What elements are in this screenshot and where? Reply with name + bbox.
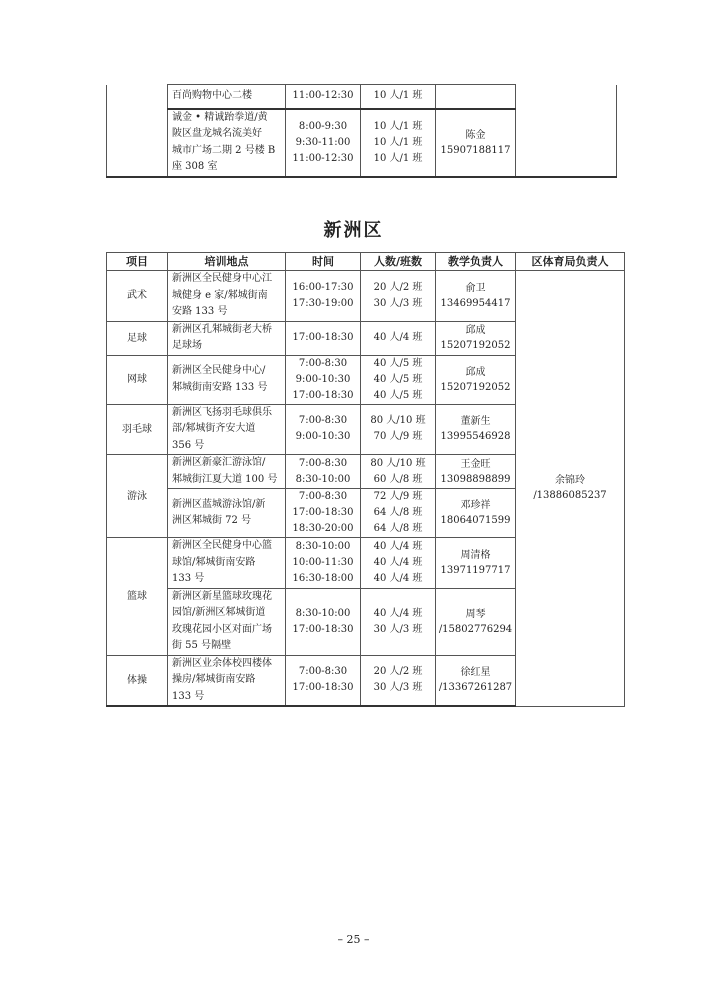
capacity-line: 10 人/1 班 xyxy=(373,90,423,102)
section-title: 新洲区 xyxy=(323,220,384,241)
project-cell: 体操 xyxy=(107,655,168,706)
capacity-line: 80 人/10 班 xyxy=(370,415,426,427)
teacher-cell xyxy=(436,404,516,455)
teacher-name: 俞卫 xyxy=(465,282,486,294)
time-cell xyxy=(286,355,361,404)
time-line: 18:30-20:00 xyxy=(292,523,354,534)
capacity-line: 40 人/4 班 xyxy=(373,540,423,552)
location-cell xyxy=(168,655,286,706)
teacher-cell xyxy=(436,85,516,109)
teacher-phone: 13995546928 xyxy=(440,431,511,443)
location-line: 城市广场二期 2 号楼 B xyxy=(172,144,276,156)
location-line: 部/邾城街齐安大道 xyxy=(172,423,256,434)
teacher-cell xyxy=(436,321,516,355)
time-line: 17:00-18:30 xyxy=(292,623,354,635)
location-line: 新洲区新豪汇游泳馆/ xyxy=(172,457,266,468)
teacher-cell xyxy=(436,489,516,538)
capacity-line: 30 人/3 班 xyxy=(373,682,423,694)
location-line: 球馆/邾城街南安路 xyxy=(172,556,256,568)
location-line: 新洲区蓝城游泳馆/新 xyxy=(172,498,266,510)
capacity-line: 20 人/2 班 xyxy=(373,281,423,293)
capacity-cell xyxy=(361,455,436,489)
location-line: 园馆/新洲区邾城街道 xyxy=(172,607,266,618)
location-line: 操房/邾城街南安路 xyxy=(172,674,256,685)
location-line: 诚金 • 精诚跆拳道/黄 xyxy=(172,111,268,123)
capacity-line: 72 人/9 班 xyxy=(373,491,423,502)
location-line: 座 308 室 xyxy=(172,161,218,172)
time-cell xyxy=(286,538,361,589)
xinzhou-schedule-table xyxy=(106,252,625,707)
capacity-line: 40 人/5 班 xyxy=(373,357,423,369)
teacher-phone: 15207192052 xyxy=(440,381,511,393)
location-cell xyxy=(168,321,286,355)
header-row xyxy=(107,253,625,271)
location-line: 百尚购物中心二楼 xyxy=(172,90,252,101)
teacher-name: 邱成 xyxy=(465,325,486,336)
teacher-name: 周琴 xyxy=(465,608,486,620)
teacher-cell xyxy=(436,455,516,489)
teacher-name: 周清格 xyxy=(460,549,491,561)
teacher-phone: /15802776294 xyxy=(438,623,513,635)
teacher-name: 徐红星 xyxy=(460,667,491,679)
teacher-cell xyxy=(436,109,516,177)
page-number: – 25 – xyxy=(337,933,370,946)
time-line: 7:00-8:30 xyxy=(298,666,348,678)
bureau-contact-phone: /13886085237 xyxy=(533,490,607,502)
teacher-cell xyxy=(436,355,516,404)
capacity-cell xyxy=(361,321,436,355)
capacity-cell xyxy=(361,489,436,538)
continued-schedule-table xyxy=(106,84,617,178)
capacity-cell xyxy=(361,404,436,455)
time-line: 11:00-12:30 xyxy=(292,152,354,164)
location-line: 新洲区新星篮球玫瑰花 xyxy=(172,590,272,602)
location-line: 新洲区孔邾城街老大桥 xyxy=(172,323,272,335)
capacity-cell xyxy=(361,109,436,177)
location-line: 新洲区飞扬羽毛球俱乐 xyxy=(172,406,272,418)
time-line: 8:00-9:30 xyxy=(298,120,348,132)
capacity-cell xyxy=(361,355,436,404)
header-location: 培训地点 xyxy=(168,253,286,271)
time-line: 8:30-10:00 xyxy=(295,540,351,552)
capacity-cell xyxy=(361,85,436,109)
project-cell: 武术 xyxy=(107,271,168,322)
project-cell xyxy=(107,85,168,177)
teacher-cell xyxy=(436,538,516,589)
capacity-line: 40 人/4 班 xyxy=(373,572,423,584)
location-line: 新洲区全民健身中心江 xyxy=(172,273,272,284)
capacity-line: 40 人/4 班 xyxy=(373,607,423,619)
location-line: 陂区盘龙城名流美好 xyxy=(172,128,262,139)
time-line: 7:00-8:30 xyxy=(298,415,348,427)
location-line: 玫瑰花园小区对面广场 xyxy=(172,623,272,635)
location-line: 新洲区全民健身中心/ xyxy=(172,365,266,376)
bureau-contact-name: 余锦玲 xyxy=(555,475,585,487)
time-cell xyxy=(286,455,361,489)
bureau-cell xyxy=(516,271,625,707)
header-time: 时间 xyxy=(286,253,361,271)
header-teacher: 教学负责人 xyxy=(436,253,516,271)
teacher-cell xyxy=(436,271,516,322)
time-line: 8:30-10:00 xyxy=(295,607,351,619)
project-cell: 足球 xyxy=(107,321,168,355)
time-line: 7:00-8:30 xyxy=(298,491,348,502)
teacher-name: 邱成 xyxy=(465,366,486,378)
time-line: 7:00-8:30 xyxy=(298,457,348,469)
capacity-line: 60 人/8 班 xyxy=(373,473,423,485)
project-cell: 篮球 xyxy=(107,538,168,656)
location-line: 新洲区全民健身中心篮 xyxy=(172,540,272,551)
teacher-name: 王金旺 xyxy=(460,458,491,470)
time-cell xyxy=(286,404,361,455)
teacher-cell xyxy=(436,655,516,706)
project-cell: 游泳 xyxy=(107,455,168,538)
teacher-name: 邓珍祥 xyxy=(460,500,491,511)
capacity-cell xyxy=(361,588,436,655)
bureau-cell xyxy=(516,85,617,177)
time-line: 10:00-11:30 xyxy=(292,556,354,568)
capacity-line: 80 人/10 班 xyxy=(370,457,426,469)
capacity-line: 64 人/8 班 xyxy=(373,507,423,518)
teacher-phone: 15907188117 xyxy=(440,144,511,156)
capacity-line: 20 人/2 班 xyxy=(373,666,423,678)
time-line: 8:30-10:00 xyxy=(295,473,351,485)
teacher-name: 陈金 xyxy=(465,129,486,141)
table-row xyxy=(107,85,617,109)
time-cell xyxy=(286,588,361,655)
time-line: 9:00-10:30 xyxy=(295,373,351,385)
time-cell xyxy=(286,655,361,706)
table-row xyxy=(107,271,625,322)
location-cell xyxy=(168,538,286,589)
header-capacity: 人数/班数 xyxy=(361,253,436,271)
capacity-line: 10 人/1 班 xyxy=(373,136,423,148)
time-line: 16:30-18:00 xyxy=(292,572,354,584)
location-line: 邾城街江夏大道 100 号 xyxy=(172,473,278,485)
location-line: 城健身 e 家/邾城街南 xyxy=(172,289,268,301)
time-cell xyxy=(286,271,361,322)
location-cell xyxy=(168,85,286,109)
time-cell xyxy=(286,109,361,177)
time-cell xyxy=(286,489,361,538)
time-line: 17:00-18:30 xyxy=(292,682,354,694)
location-line: 新洲区业余体校四楼体 xyxy=(172,657,272,669)
teacher-phone: /13367261287 xyxy=(438,682,513,694)
time-cell xyxy=(286,321,361,355)
location-line: 133 号 xyxy=(172,690,205,702)
time-line: 17:00-18:30 xyxy=(292,507,354,518)
time-line: 9:30-11:00 xyxy=(295,136,351,148)
location-cell xyxy=(168,404,286,455)
capacity-line: 30 人/3 班 xyxy=(373,623,423,635)
project-cell: 羽毛球 xyxy=(107,404,168,455)
capacity-line: 30 人/3 班 xyxy=(373,297,423,309)
header-bureau: 区体育局负责人 xyxy=(516,253,625,271)
teacher-phone: 18064071599 xyxy=(440,515,511,526)
location-cell xyxy=(168,355,286,404)
time-line: 9:00-10:30 xyxy=(295,431,351,443)
location-cell xyxy=(168,271,286,322)
location-cell xyxy=(168,109,286,177)
time-line: 11:00-12:30 xyxy=(292,90,354,102)
teacher-phone: 13098898899 xyxy=(440,473,511,485)
teacher-cell xyxy=(436,588,516,655)
teacher-phone: 13971197717 xyxy=(440,564,511,576)
time-line: 16:00-17:30 xyxy=(292,281,354,293)
header-project: 项目 xyxy=(107,253,168,271)
location-cell xyxy=(168,489,286,538)
capacity-line: 40 人/5 班 xyxy=(373,389,423,401)
location-line: 街 55 号隔壁 xyxy=(172,640,232,651)
location-cell xyxy=(168,588,286,655)
teacher-phone: 15207192052 xyxy=(440,340,511,351)
location-line: 洲区邾城街 72 号 xyxy=(172,515,252,526)
time-line: 17:00-18:30 xyxy=(292,389,354,401)
time-line: 17:00-18:30 xyxy=(292,332,354,343)
teacher-phone: 13469954417 xyxy=(440,297,511,309)
location-line: 安路 133 号 xyxy=(172,306,228,317)
location-line: 足球场 xyxy=(172,340,202,351)
capacity-cell xyxy=(361,655,436,706)
capacity-line: 10 人/1 班 xyxy=(373,120,423,132)
time-line: 17:30-19:00 xyxy=(292,297,354,309)
capacity-line: 10 人/1 班 xyxy=(373,152,423,164)
location-cell xyxy=(168,455,286,489)
capacity-line: 70 人/9 班 xyxy=(373,431,423,443)
teacher-name: 董新生 xyxy=(460,416,491,428)
location-line: 133 号 xyxy=(172,573,205,584)
location-line: 356 号 xyxy=(172,439,205,451)
time-cell xyxy=(286,85,361,109)
capacity-line: 40 人/4 班 xyxy=(373,556,423,568)
capacity-cell xyxy=(361,538,436,589)
capacity-line: 40 人/4 班 xyxy=(373,332,423,343)
location-line: 邾城街南安路 133 号 xyxy=(172,381,268,393)
time-line: 7:00-8:30 xyxy=(298,357,348,369)
capacity-cell xyxy=(361,271,436,322)
project-cell: 网球 xyxy=(107,355,168,404)
capacity-line: 40 人/5 班 xyxy=(373,373,423,385)
capacity-line: 64 人/8 班 xyxy=(373,523,423,534)
